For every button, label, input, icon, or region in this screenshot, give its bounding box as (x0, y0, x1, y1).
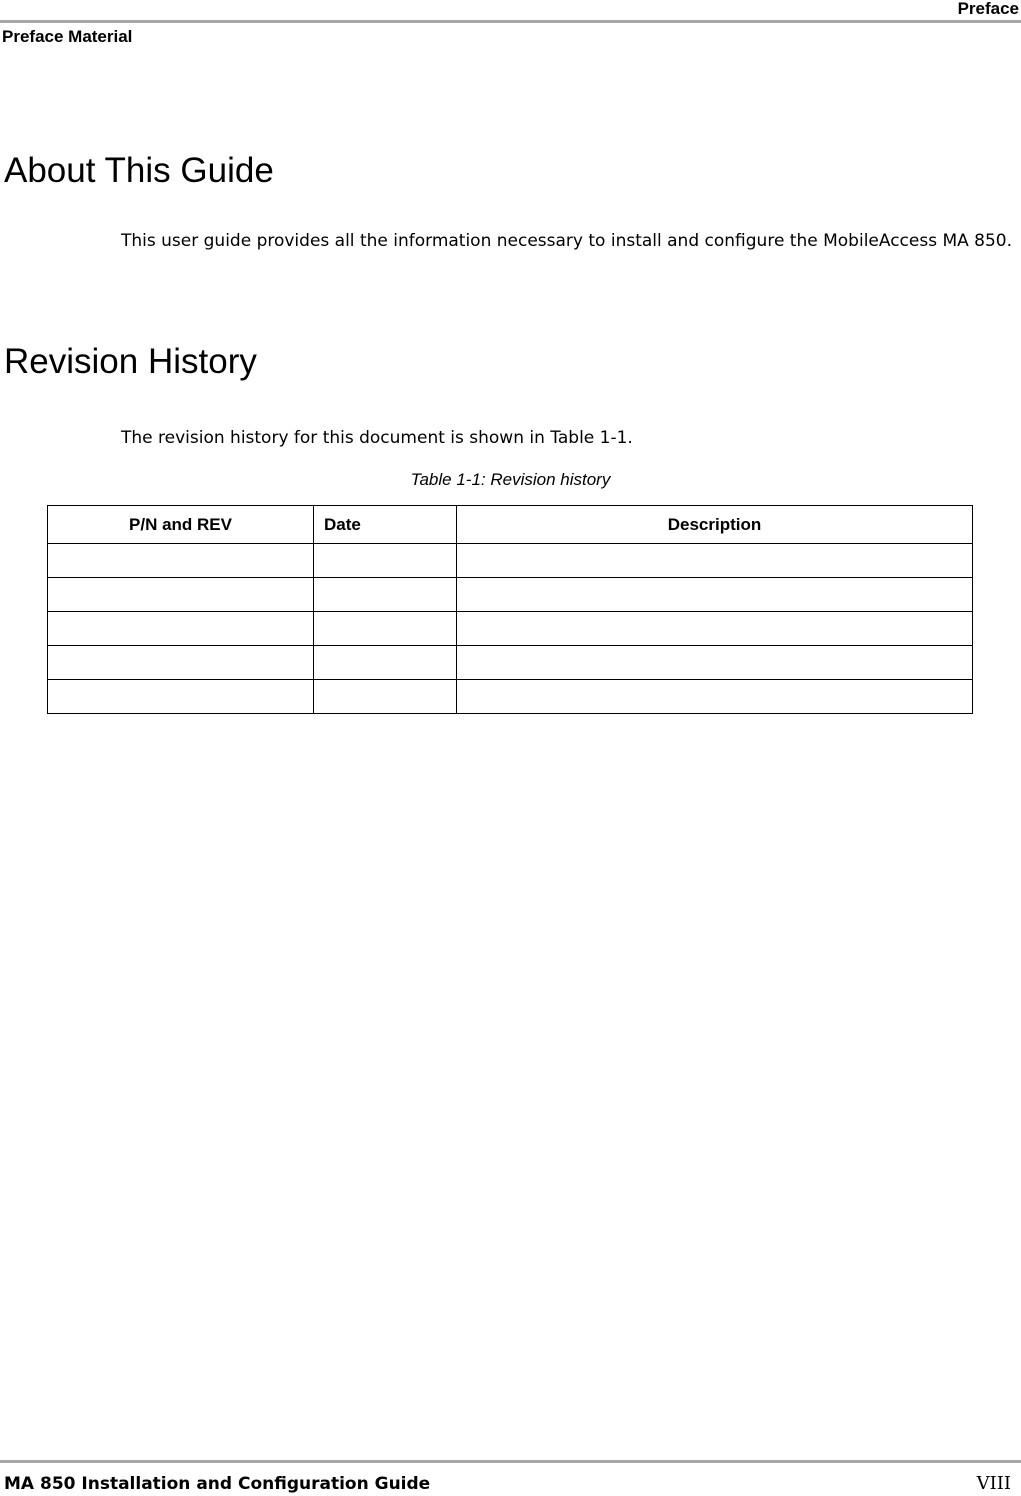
table-cell (457, 544, 973, 578)
table-cell (48, 646, 314, 680)
table-cell (457, 578, 973, 612)
table-cell (48, 612, 314, 646)
table-cell (48, 680, 314, 714)
table-cell (314, 578, 457, 612)
table-cell (314, 544, 457, 578)
table-cell (457, 680, 973, 714)
about-paragraph: This user guide provides all the information necessary to install and configure the MobileAccess MA 850. (121, 231, 1013, 251)
column-header-date: Date (314, 506, 457, 544)
about-heading: About This Guide (4, 151, 274, 190)
table-cell (314, 680, 457, 714)
table-row (48, 578, 973, 612)
table-cell (457, 612, 973, 646)
footer-page-number: VIII (976, 1473, 1011, 1494)
table-row (48, 680, 973, 714)
revision-heading: Revision History (4, 342, 257, 381)
table-caption: Table 1-1: Revision history (410, 470, 611, 489)
table-row (48, 612, 973, 646)
footer-rule (0, 1460, 1021, 1463)
column-header-description: Description (457, 506, 973, 544)
table-cell (48, 544, 314, 578)
table-cell (314, 612, 457, 646)
table-header-row (48, 506, 973, 544)
running-header-chapter: Preface (957, 0, 1019, 18)
column-header-pn-rev: P/N and REV (48, 506, 314, 544)
table-row (48, 646, 973, 680)
table-cell (48, 578, 314, 612)
header-rule (0, 20, 1021, 23)
footer-document-title: MA 850 Installation and Configuration Guide (4, 1474, 431, 1494)
table-cell (457, 646, 973, 680)
revision-table (47, 505, 973, 714)
table-row (48, 544, 973, 578)
running-header-section: Preface Material (2, 27, 133, 46)
revision-intro: The revision history for this document is shown in Table 1-1. (121, 428, 633, 448)
table-cell (314, 646, 457, 680)
